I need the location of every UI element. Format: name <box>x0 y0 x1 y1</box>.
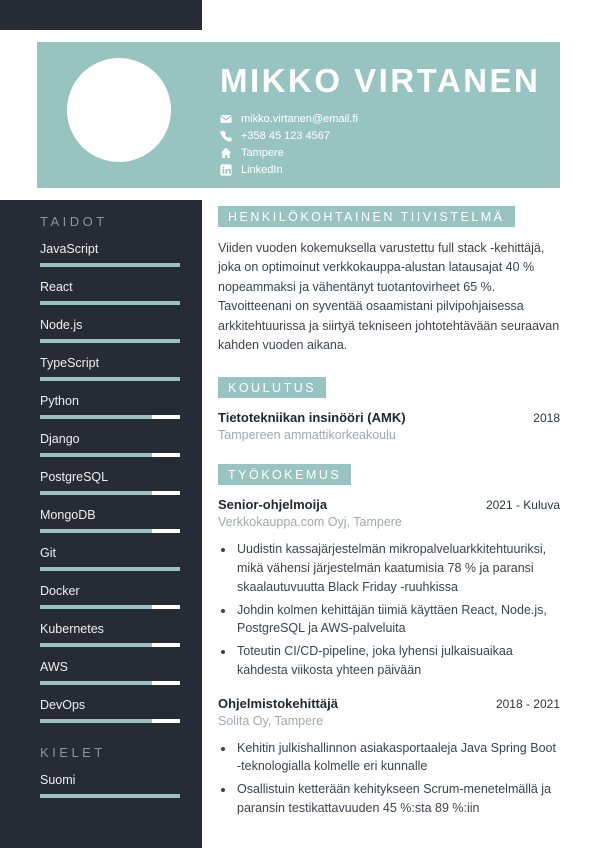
skill-bar <box>40 453 180 457</box>
skill-label: AWS <box>40 660 69 674</box>
job-title: Ohjelmistokehittäjä <box>218 695 338 711</box>
skill-item <box>40 242 180 267</box>
language-label: Suomi <box>40 773 76 787</box>
education-date: 2018 <box>533 411 560 426</box>
skill-bar <box>40 605 180 609</box>
job-entry <box>218 497 560 679</box>
skill-bar-fill <box>40 719 152 723</box>
home-icon <box>220 147 232 159</box>
header-band <box>37 42 560 188</box>
skill-bar-fill <box>40 491 152 495</box>
contact-phone <box>220 128 550 144</box>
skill-item <box>40 660 180 685</box>
skill-bar <box>40 643 180 647</box>
skill-item <box>40 318 180 343</box>
skill-item <box>40 698 180 723</box>
skill-item <box>40 394 180 419</box>
job-bullet-list <box>218 739 560 818</box>
skill-item <box>40 356 180 381</box>
skill-label: MongoDB <box>40 508 96 522</box>
job-bullet: • Johdin kolmen kehittäjän tiimiä käyttäen React, Node.js, PostgreSQL ja AWS-palveluita <box>235 601 560 639</box>
skill-item <box>40 432 180 457</box>
skill-label: Kubernetes <box>40 622 104 636</box>
summary-heading-badge: HENKILÖKOHTAINEN TIIVISTELMÄ <box>218 206 515 227</box>
experience-heading-badge: TYÖKOKEMUS <box>218 464 351 485</box>
summary-section <box>218 206 560 355</box>
skill-bar-fill <box>40 681 152 685</box>
job-bullet: • Uudistin kassajärjestelmän mikropalveluarkkitehtuuriksi, mikä vähensi järjestelmän kaatumisia 78 % ja paransi skaalautuvuutta Black Friday -ruuhkissa <box>235 540 560 596</box>
skill-bar <box>40 377 180 381</box>
contact-location <box>220 145 550 161</box>
skill-bar <box>40 719 180 723</box>
contact-location-text: Tampere <box>241 147 284 159</box>
language-bar-fill <box>40 794 180 798</box>
degree-title: Tietotekniikan insinööri (AMK) <box>218 410 406 426</box>
skill-item <box>40 280 180 305</box>
skill-bar-fill <box>40 529 152 533</box>
contact-linkedin-text: LinkedIn <box>241 164 283 176</box>
job-bullet: • Osallistuin ketterään kehitykseen Scrum-menetelmällä ja paransin testikattavuuden 45 %:sta 89 %:iin <box>235 780 560 818</box>
main-content <box>218 206 560 822</box>
skill-bar-fill <box>40 415 152 419</box>
skill-bar-fill <box>40 605 152 609</box>
job-entry <box>218 696 560 818</box>
job-title: Senior-ohjelmoija <box>218 497 328 513</box>
skill-bar <box>40 491 180 495</box>
education-entry <box>218 410 560 442</box>
languages-section-heading: KIELET <box>40 745 106 760</box>
experience-section <box>218 464 560 817</box>
email-icon <box>220 113 232 125</box>
page-title: MIKKO VIRTANEN <box>220 62 541 99</box>
skill-item <box>40 470 180 495</box>
job-date: 2018 - 2021 <box>495 696 560 711</box>
skill-bar-fill <box>40 301 180 305</box>
linkedin-icon <box>220 164 232 176</box>
skill-bar-fill <box>40 453 152 457</box>
skill-bar <box>40 263 180 267</box>
job-bullet: • Toteutin CI/CD-pipeline, joka lyhensi julkaisuaikaa kahdesta viikosta yhteen päivään <box>235 642 560 680</box>
skill-item <box>40 622 180 647</box>
skill-label: Django <box>40 432 80 446</box>
skill-label: DevOps <box>40 698 86 712</box>
phone-icon <box>220 130 232 142</box>
skill-bar <box>40 681 180 685</box>
job-bullet-list <box>218 540 560 679</box>
job-bullet: • Kehitin julkishallinnon asiakasportaaleja Java Spring Boot -teknologialla kolmelle eri kunnalle <box>235 739 560 777</box>
education-heading-badge: KOULUTUS <box>218 377 326 398</box>
skill-label: Node.js <box>40 318 83 332</box>
summary-text: Viiden vuoden kokemuksella varustettu full stack -kehittäjä, joka on optimoinut verkkokauppa-alustan latausajat 40 % nopeammaksi ja vähentänyt tuotantovirheet 65 %. Tavoitteenani on syventää osaamistani pilvipohjaisessa arkkitehtuurissa ja siirtyä tekniseen johtotehtävään seuraavan kahden vuoden aikana. <box>218 241 560 352</box>
skill-bar <box>40 301 180 305</box>
skill-bar-fill <box>40 567 180 571</box>
contact-list <box>220 111 550 178</box>
education-section <box>218 377 560 442</box>
job-company: Verkkokauppa.com Oyj, Tampere <box>218 515 402 530</box>
avatar <box>67 58 171 162</box>
skill-label: JavaScript <box>40 242 99 256</box>
contact-email[interactable] <box>220 111 550 127</box>
skill-label: Git <box>40 546 56 560</box>
skill-bar-fill <box>40 339 180 343</box>
skill-bar <box>40 529 180 533</box>
skill-label: React <box>40 280 73 294</box>
skill-label: Python <box>40 394 79 408</box>
skills-section-heading: TAIDOT <box>40 214 108 229</box>
skill-label: TypeScript <box>40 356 100 370</box>
skill-label: Docker <box>40 584 80 598</box>
school-name: Tampereen ammattikorkeakoulu <box>218 428 396 443</box>
header-text <box>220 62 550 179</box>
skill-bar-fill <box>40 643 152 647</box>
skill-label: PostgreSQL <box>40 470 109 484</box>
skill-bar-fill <box>40 263 180 267</box>
language-item <box>40 773 180 798</box>
language-bar <box>40 794 180 798</box>
job-company: Solita Oy, Tampere <box>218 713 324 728</box>
sidebar <box>0 200 202 848</box>
skill-bar <box>40 415 180 419</box>
job-date: 2021 - Kuluva <box>485 498 560 513</box>
contact-phone-text: +358 45 123 4567 <box>241 130 331 142</box>
skill-bar <box>40 567 180 571</box>
skill-item <box>40 584 180 609</box>
skill-bar-fill <box>40 377 180 381</box>
contact-linkedin[interactable] <box>220 162 550 178</box>
skill-bar <box>40 339 180 343</box>
skill-item <box>40 508 180 533</box>
contact-email-text: mikko.virtanen@email.fi <box>241 113 358 125</box>
skill-item <box>40 546 180 571</box>
top-left-accent-block <box>0 0 202 30</box>
